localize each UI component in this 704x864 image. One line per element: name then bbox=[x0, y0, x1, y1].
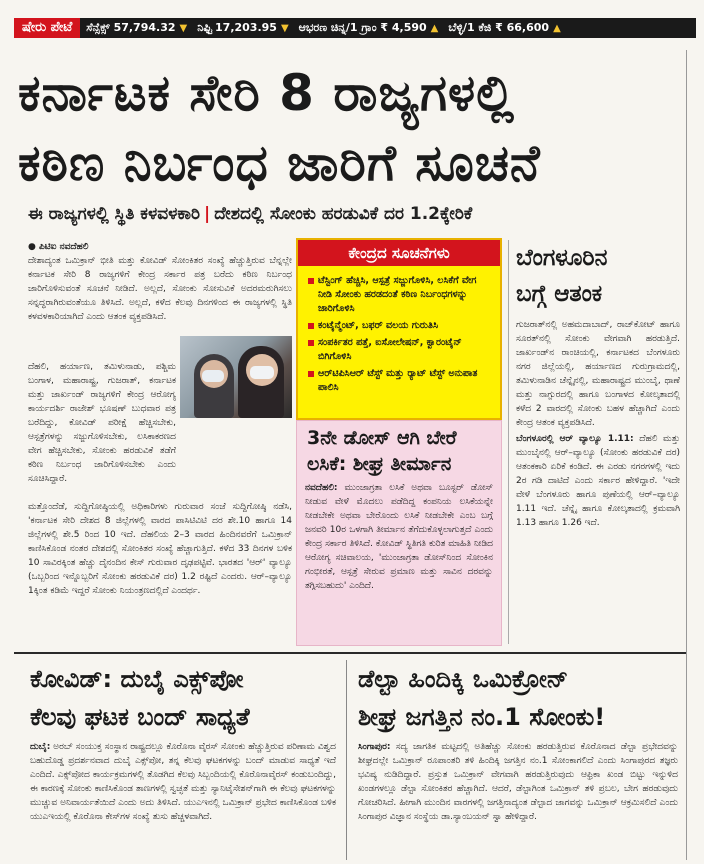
adjacent-page-edge bbox=[686, 50, 704, 860]
delta-title-line-1: ಡೆಲ್ಟಾ ಹಿಂದಿಕ್ಕಿ ಒಮಿಕ್ರೋನ್ bbox=[358, 665, 569, 693]
column-divider bbox=[346, 660, 347, 860]
section-divider bbox=[14, 652, 686, 654]
mask-icon bbox=[250, 366, 274, 379]
down-arrow-icon: ▼ bbox=[280, 23, 289, 34]
booster-body bbox=[297, 481, 501, 593]
subheadline-right: ದೇಶದಲ್ಲಿ ಸೋಂಕು ಹರಡುವಿಕೆ ದರ 1.2ಕ್ಕೇರಿಕೆ bbox=[214, 204, 473, 224]
ticker-item-label: ನಿಫ್ಟಿ 17,203.95 bbox=[197, 21, 277, 34]
bengaluru-title-line-1: ಬೆಂಗಳೂರಿನ bbox=[516, 245, 608, 271]
article-paragraph: ದೆಹಲಿ, ಹರ್ಯಾಣ, ತಮಿಳುನಾಡು, ಪಶ್ಚಿಮ ಬಂಗಾಳ, ಮಹಾರಾಷ್ಟ್ರ, ಗುಜರಾತ್, ಕರ್ನಾಟಕ ಮತ್ತು ಜಾರ್ಖಂಡ್ ರಾಜ್ಯಗಳಿಗೆ ಕೇಂದ್ರ ಆರೋಗ್ಯ ಕಾರ್ಯದರ್ಶಿ ರಾಜೇಶ್ ಭೂಷಣ್ ಬುಧವಾರ ಪತ್ರ ಬರೆದಿದ್ದು, ಕೋವಿಡ್ ಪರೀಕ್ಷೆ ಹೆಚ್ಚಿಸಬೇಕು, ಆಸ್ಪತ್ರೆಗಳನ್ನು ಸಜ್ಜುಗೊಳಿಸಬೇಕು, ಲಸಿಕಾಕರಣದ ವೇಗ ಹೆಚ್ಚಿಸಬೇಕು, ಸೋಂಕು ಹರಡುವಿಕೆ ತಡೆಗೆ ಕಠಿಣ ನಿರ್ಬಂಧ ಜಾರಿಗೊಳಿಸಬೇಕು ಎಂದು ಸೂಚಿಸಿದ್ದಾರೆ. bbox=[28, 362, 176, 484]
up-arrow-icon: ▲ bbox=[430, 23, 439, 34]
rvalue-paragraph bbox=[516, 432, 680, 530]
mask-icon bbox=[202, 370, 224, 382]
byline: ● ಪಿಟಿಐ ನವದೆಹಲಿ bbox=[28, 242, 89, 252]
up-arrow-icon: ▲ bbox=[553, 23, 561, 34]
dubai-body bbox=[30, 740, 336, 860]
bengaluru-body bbox=[516, 318, 680, 648]
delta-title bbox=[358, 660, 605, 736]
article-paragraph: ದೇಶಾದ್ಯಂತ ಒಮಿಕ್ರಾನ್ ಭೀತಿ ಮತ್ತು ಕೋವಿಡ್ ಸೋಂಕಿತರ ಸಂಖ್ಯೆ ಹೆಚ್ಚುತ್ತಿರುವ ಬೆನ್ನಲ್ಲೇ ಕರ್ನಾಟಕ ಸೇರಿ 8 ರಾಜ್ಯಗಳಿಗೆ ಕೇಂದ್ರ ಸರ್ಕಾರ ಪತ್ರ ಬರೆದು ಕಠಿಣ ನಿರ್ಬಂಧ ಜಾರಿಗೊಳಿಸುವಂತೆ ಸೂಚನೆ ನೀಡಿದೆ. ಅಲ್ಲದೆ, ಸೋಂಕು ಸೋಸುವಿಕೆ ಅದರಮರುಗಿಸಲು ಸನ್ನದ್ಧರಾಗಿರುವಂತೆಯೂ ತಿಳಿಸಿದೆ. ಅಲ್ಲದೆ, ಕಳೆದ ಕೆಲವು ದಿನಗಳಿಂದ ಈ ರಾಜ್ಯಗಳಲ್ಲಿ ಸ್ಥಿತಿ ಕಳವಳಕಾರಿಯಾಗಿದೆ ಎಂದು ಆತಂಕ ವ್ಯಕ್ತಪಡಿಸಿದೆ. bbox=[28, 256, 292, 322]
article-paragraph: ಮತ್ತೊಂದೆಡೆ, ಸುದ್ದಿಗೋಷ್ಠಿಯಲ್ಲಿ ಅಧಿಕಾರಿಗಳು ಗುರುವಾರ ಸಂಜೆ ಸುದ್ದಿಗೋಷ್ಠಿ ನಡೆಸಿ, 'ಕರ್ನಾಟಕ ಸೇರಿ ದೇಶದ 8 ಜಿಲ್ಲೆಗಳಲ್ಲಿ ವಾರದ ಪಾಸಿಟಿವಿಟಿ ದರ ಶೇ.10 ಹಾಗೂ 14 ಜಿಲ್ಲೆಗಳಲ್ಲಿ ಶೇ.5 ರಿಂದ 10 ಇದೆ. ದೆಹಲಿಯ 2–3 ವಾರದ ಹಿಂದಿನವರೆಗೆ ಒಮಿಕ್ರಾನ್ ಕಾಣಿಸಿಕೊಂಡ ನಂತರ ದೇಶದಲ್ಲಿ ಸೋಂಕಿತರ ಸಂಖ್ಯೆ ಹೆಚ್ಚಾಗುತ್ತಿದೆ. ಕಳೆದ 33 ದಿನಗಳ ಬಳಿಕ 10 ಸಾವಿರಕ್ಕಿಂತ ಹೆಚ್ಚು ದೈನಂದಿನ ಕೇಸ್ ಗುರುವಾರ ದೃಢಪಟ್ಟಿವೆ. ಭಾರತದ 'ಆರ್' ವ್ಯಾಲ್ಯೂ (ಒಬ್ಬರಿಂದ ಇನ್ನೊಬ್ಬರಿಗೆ ಸೋಂಕು ಹರಡುವಿಕೆ ದರ) 1.2 ರಷ್ಟಿದೆ ಎಂದರು. ಆರ್–ವ್ಯಾಲ್ಯೂ 1ಕ್ಕಿಂತ ಕಡಿಮೆ ಇದ್ದರೆ ಸೋಂಕು ನಿಯಂತ್ರಣದಲ್ಲಿದೆ ಎಂದರ್ಥ. bbox=[28, 502, 292, 596]
subheadline-separator: | bbox=[203, 204, 211, 224]
booster-box bbox=[296, 420, 502, 646]
ticker-item-label: ಆಭರಣ ಚಿನ್ನ/1 ಗ್ರಾಂ ₹ 4,590 bbox=[298, 21, 427, 34]
bengaluru-title bbox=[516, 240, 607, 312]
article-paragraph: ಸದ್ಯ ಜಾಗತಿಕ ಮಟ್ಟದಲ್ಲಿ ಅತಿಹೆಚ್ಚು ಸೋಂಕು ಹರಡುತ್ತಿರುವ ಕೊರೊನಾದ ಡೆಲ್ಟಾ ಪ್ರಭೇದವನ್ನು ಶೀಘ್ರದಲ್ಲೇ ಒಮಿಕ್ರಾನ್ ರೂಪಾಂತರಿ ತಳಿ ಹಿಂದಿಕ್ಕಿ ಜಗತ್ತಿನ ನಂ.1 ಸೋಂಕಾಗಲಿದೆ ಎಂದು ಸಿಂಗಾಪುರದ ತಜ್ಞರು ಭವಿಷ್ಯ ನುಡಿದಿದ್ದಾರೆ. ಪ್ರಸ್ತುತ ಒಮಿಕ್ರಾನ್ ವೇಗವಾಗಿ ಹರಡುತ್ತಿರುವುದು ಆಫ್ರಿಕಾ ಖಂಡ ಬಿಟ್ಟು ಇನ್ನುಳಿದ ಖಂಡಗಳಲ್ಲೂ ಡೆಲ್ಟಾ ಸೋಂಕಿತರ ಹೆಚ್ಚಾಗಿದೆ. ಆದರೆ, ಡೆಲ್ಟಾಗಿಂತ ಒಮಿಕ್ರಾನ್ ತಳಿ ಪ್ರಬಲ, ಬೇಗ ಹರಡುವುದು ಗೋಚರಿಸಿದೆ. ಹೀಗಾಗಿ ಮುಂದಿನ ವಾರಗಳಲ್ಲಿ ಜಗತ್ತಿನಾದ್ಯಂತ ಡೆಲ್ಟಾದ ಜಾಗವನ್ನು ಒಮಿಕ್ರಾನ್ ಆಕ್ರಮಿಸಲಿದೆ ಎಂದು ಸಿಂಗಾಪುರ ವಿಜ್ಞಾನ ಸಂಸ್ಥೆಯ ಡಾ.ಸ್ಯಾಂಬಯನ್ ಸ್ವಾ ಹೇಳಿದ್ದಾರೆ. bbox=[358, 742, 678, 822]
market-ticker bbox=[14, 18, 696, 38]
article-paragraph: ದೆಹಲಿ ಮತ್ತು ಮುಂಬೈನಲ್ಲಿ ಆರ್–ವ್ಯಾಲ್ಯೂ (ಸೋಂಕು ಹರಡುವಿಕೆ ದರ) ಆತಂಕಕಾರಿ ಏರಿಕೆ ಕಂಡಿದೆ. ಈ ಎರಡು ನಗರಗಳಲ್ಲಿ ಇದು 2ರ ಗಡಿ ದಾಟಿದೆ ಎಂದು ಸರ್ಕಾರ ಹೇಳಿದ್ದಾರೆ. 'ಇದೇ ವೇಳೆ ಬೆಂಗಳೂರು ಹಾಗೂ ಪುಣೆಯಲ್ಲಿ ಆರ್–ವ್ಯಾಲ್ಯೂ 1.11 ಇದೆ. ಚೆನ್ನೈ ಹಾಗೂ ಕೋಲ್ಕತಾದಲ್ಲಿ ಕ್ರಮವಾಗಿ 1.13 ಹಾಗೂ 1.26 ಇದೆ. bbox=[516, 434, 680, 528]
guidelines-title: ಕೇಂದ್ರದ ಸೂಚನೆಗಳು bbox=[298, 240, 500, 266]
list-item: ಸಂಪರ್ಕಿತರ ಪತ್ತೆ, ಐಸೋಲೇಷನ್, ಕ್ವಾರಂಟೈನ್ ಬಿಗಿಗೊಳಿಸಿ bbox=[308, 336, 492, 364]
ticker-item-nifty bbox=[197, 21, 288, 35]
booster-title-line-2: ಲಸಿಕೆ: ಶೀಘ್ರ ತೀರ್ಮಾನ bbox=[307, 453, 452, 475]
booster-title-line-1: 3ನೇ ಡೋಸ್ ಆಗಿ ಬೇರೆ bbox=[307, 427, 457, 449]
article-paragraph: ಗುಜರಾತ್‌ನಲ್ಲಿ ಅಹಮದಾಬಾದ್, ರಾಜ್‌ಕೋಟ್ ಹಾಗೂ ಸೂರತ್‌ನಲ್ಲಿ ಸೋಂಕು ವೇಗವಾಗಿ ಹರಡುತ್ತಿದೆ. ಜಾರ್ಖಂಡ್‌ನ ರಾಂಚಿಯಲ್ಲಿ, ಕರ್ನಾಟಕದ ಬೆಂಗಳೂರು ನಗರ ಜಿಲ್ಲೆಯಲ್ಲಿ, ಹರ್ಯಾಣದ ಗುರುಗ್ರಾಮದಲ್ಲಿ, ತಮಿಳುನಾಡಿನ ಚೆನ್ನೈನಲ್ಲಿ, ಮಹಾರಾಷ್ಟ್ರದ ಮುಂಬೈ, ಥಾಣೆ ಮತ್ತು ನಾಗ್ಪುರದಲ್ಲಿ ಹಾಗೂ ಬಂಗಾಳದ ಕೋಲ್ಕತಾದಲ್ಲಿ ಕಳೆದ 2 ವಾರದಲ್ಲಿ ಸೋಂಕು ಬಹಳ ಹೆಚ್ಚಾಗಿದೆ ಎಂದು ಕೇಂದ್ರ ಆತಂಕ ವ್ಯಕ್ತಪಡಿಸಿದೆ. bbox=[516, 320, 680, 428]
booster-title bbox=[297, 421, 501, 481]
list-item: ಕಂಟೈನ್ಮೆಂಟ್, ಬಫರ್ ವಲಯ ಗುರುತಿಸಿ bbox=[308, 319, 492, 333]
list-item: ಆರ್‌ಟಿಪಿಸಿಆರ್ ಟೆಸ್ಟ್ ಮತ್ತು ರ‍್ಯಾಟ್ ಟೆಸ್ಟ್ ಅನುಪಾತ ಪಾಲಿಸಿ bbox=[308, 367, 492, 395]
down-arrow-icon: ▼ bbox=[179, 23, 188, 34]
subheadline bbox=[28, 204, 472, 224]
dateline: ನವದೆಹಲಿ: bbox=[305, 483, 338, 493]
delta-title-line-2: ಶೀಘ್ರ ಜಗತ್ತಿನ ನಂ.1 ಸೋಂಕು! bbox=[358, 703, 606, 731]
rvalue-label: ಬೆಂಗಳೂರಲ್ಲಿ ಆರ್‌ ವ್ಯಾಲ್ಯೂ 1.11: bbox=[516, 434, 634, 444]
ticker-item-silver bbox=[448, 21, 560, 35]
delta-body bbox=[358, 740, 678, 860]
guidelines-list bbox=[298, 266, 500, 395]
headline-line-2: ಕಠಿಣ ನಿರ್ಬಂಧ ಜಾರಿಗೆ ಸೂಚನೆ bbox=[18, 134, 541, 192]
ticker-item-label: ಬೆಳ್ಳಿ/1 ಕೆಜಿ ₹ 66,600 bbox=[448, 21, 550, 34]
ticker-item-label: ಸೆನ್ಸೆಕ್ಸ್ 57,794.32 bbox=[86, 21, 176, 34]
subheadline-left: ಈ ರಾಜ್ಯಗಳಲ್ಲಿ ಸ್ಥಿತಿ ಕಳವಳಕಾರಿ bbox=[28, 204, 200, 224]
main-article-intro bbox=[28, 240, 292, 334]
main-article-continued bbox=[28, 500, 292, 646]
main-article-body bbox=[28, 360, 176, 500]
dateline: ಸಿಂಗಾಪುರ: bbox=[358, 742, 391, 752]
dubai-title bbox=[30, 660, 250, 736]
ticker-item-gold bbox=[299, 21, 439, 35]
article-paragraph: ಅರಬ್ ಸಂಯುಕ್ತ ಸಂಸ್ಥಾನ ರಾಷ್ಟ್ರದಲ್ಲೂ ಕೊರೊನಾ ವೈರಸ್ ಸೋಂಕು ಹೆಚ್ಚುತ್ತಿರುವ ಪರಿಣಾಮ ವಿಶ್ವದ ಬಹುದೊಡ್ಡ ಪ್ರದರ್ಶನವಾದ ದುಬೈ ಎಕ್ಸ್‌ಪೋ, ತನ್ನ ಕೆಲವು ಘಟಕಗಳನ್ನು ಬಂದ್ ಮಾಡುವ ಸಾಧ್ಯತೆ ಇದೆ ಎಂದಿದೆ. ಎಕ್ಸ್‌ಪೋದ ಕಾರ್ಯಕ್ರಮಗಳಲ್ಲಿ ತೊಡಗಿದ ಕೆಲವು ಸಿಬ್ಬಂದಿಯಲ್ಲಿ ಕೊರೊನಾವೈರಸ್ ಕಂಡುಬಂದಿದ್ದು, ಈ ಕಾರಣಕ್ಕೆ ಸೋಂಕು ಕಾಣಿಸಿಕೊಂಡ ತಾಣಗಳಲ್ಲಿ ಸ್ವಚ್ಛತೆ ಮತ್ತು ಸ್ಯಾನಿಟೈಸೇಶನ್‌ಗಾಗಿ ಈ ಕೆಲವು ಘಟಕಗಳನ್ನು ಮುಚ್ಚುವ ಅನಿವಾರ್ಯತೆಯಿದೆ ಎಂದು ಅದು ತಿಳಿಸಿದೆ. ಯುಎಇನಲ್ಲಿ ಒಮಿಕ್ರಾನ್ ಪ್ರಭೇದ ಕಾಣಿಸಿಕೊಂಡ ಬಳಿಕ ಯುಎಇಯಲ್ಲಿ ಕೊರೊನಾ ಕೇಸ್‌ಗಳ ಸಂಖ್ಯೆ ತುಸು ಹೆಚ್ಚಳವಾಗಿದೆ. bbox=[30, 742, 336, 822]
article-paragraph: ಮುಂಜಾಗ್ರತಾ ಲಸಿಕೆ ಅಥವಾ ಬೂಸ್ಟರ್ ಡೋಸ್ ನೀಡುವ ವೇಳೆ ಮೊದಲು ಪಡೆದಿದ್ದ ಕಂಪನಿಯ ಲಸಿಕೆಯನ್ನೇ ನೀಡಬೇಕೇ ಅಥವಾ ಬೇರೊಂದು ಲಸಿಕೆ ನೀಡಬೇಕೇ ಎಂಬ ಬಗ್ಗೆ ಜನವರಿ 10ರ ಒಳಗಾಗಿ ತೀರ್ಮಾನ ತೆಗೆದುಕೊಳ್ಳಲಾಗುತ್ತದೆ ಎಂದು ಕೇಂದ್ರ ಸರ್ಕಾರ ತಿಳಿಸಿದೆ. ಕೋವಿಡ್ ಸ್ಥಿತಿಗತಿ ಕುರಿತ ಮಾಹಿತಿ ನೀಡಿದ ಆರೋಗ್ಯ ಸಚಿವಾಲಯ, 'ಮುಂಜಾಗ್ರತಾ ಡೋಸ್‌ನಿಂದ ಸೋಂಕಿನ ಗಂಭೀರತೆ, ಆಸ್ಪತ್ರೆ ಸೇರುವ ಪ್ರಮಾಣ ಮತ್ತು ಸಾವಿನ ದರವನ್ನು ತಗ್ಗಿಸಬಹುದು' ಎಂದಿದೆ. bbox=[305, 483, 493, 591]
news-photo bbox=[180, 336, 292, 418]
dubai-title-line-2: ಕೆಲವು ಘಟಕ ಬಂದ್ ಸಾಧ್ಯತೆ bbox=[30, 703, 250, 731]
list-item: ಟೆಸ್ಟಿಂಗ್ ಹೆಚ್ಚಿಸಿ, ಆಸ್ಪತ್ರೆ ಸಜ್ಜುಗೊಳಿಸಿ, ಲಸಿಕೆಗೆ ವೇಗ ನೀಡಿ ಸೋಂಕು ಹರಡದಂತೆ ಕಠಿಣ ನಿರ್ಬಂಧಗಳನ್ನು ಜಾರಿಗೊಳಿಸಿ bbox=[308, 274, 492, 316]
headline-line-1: ಕರ್ನಾಟಕ ಸೇರಿ 8 ರಾಜ್ಯಗಳಲ್ಲಿ bbox=[18, 64, 515, 122]
dubai-title-line-1: ಕೋವಿಡ್: ದುಬೈ ಎಕ್ಸ್‌ಪೋ bbox=[30, 665, 244, 693]
bengaluru-title-line-2: ಬಗ್ಗೆ ಆತಂಕ bbox=[516, 281, 603, 307]
ticker-item-sensex bbox=[86, 21, 187, 35]
dateline: ದುಬೈ: bbox=[30, 742, 51, 752]
guidelines-box bbox=[296, 238, 502, 420]
ticker-tag: ಷೇರು ಪೇಟೆ bbox=[14, 18, 80, 38]
column-divider bbox=[508, 240, 509, 644]
